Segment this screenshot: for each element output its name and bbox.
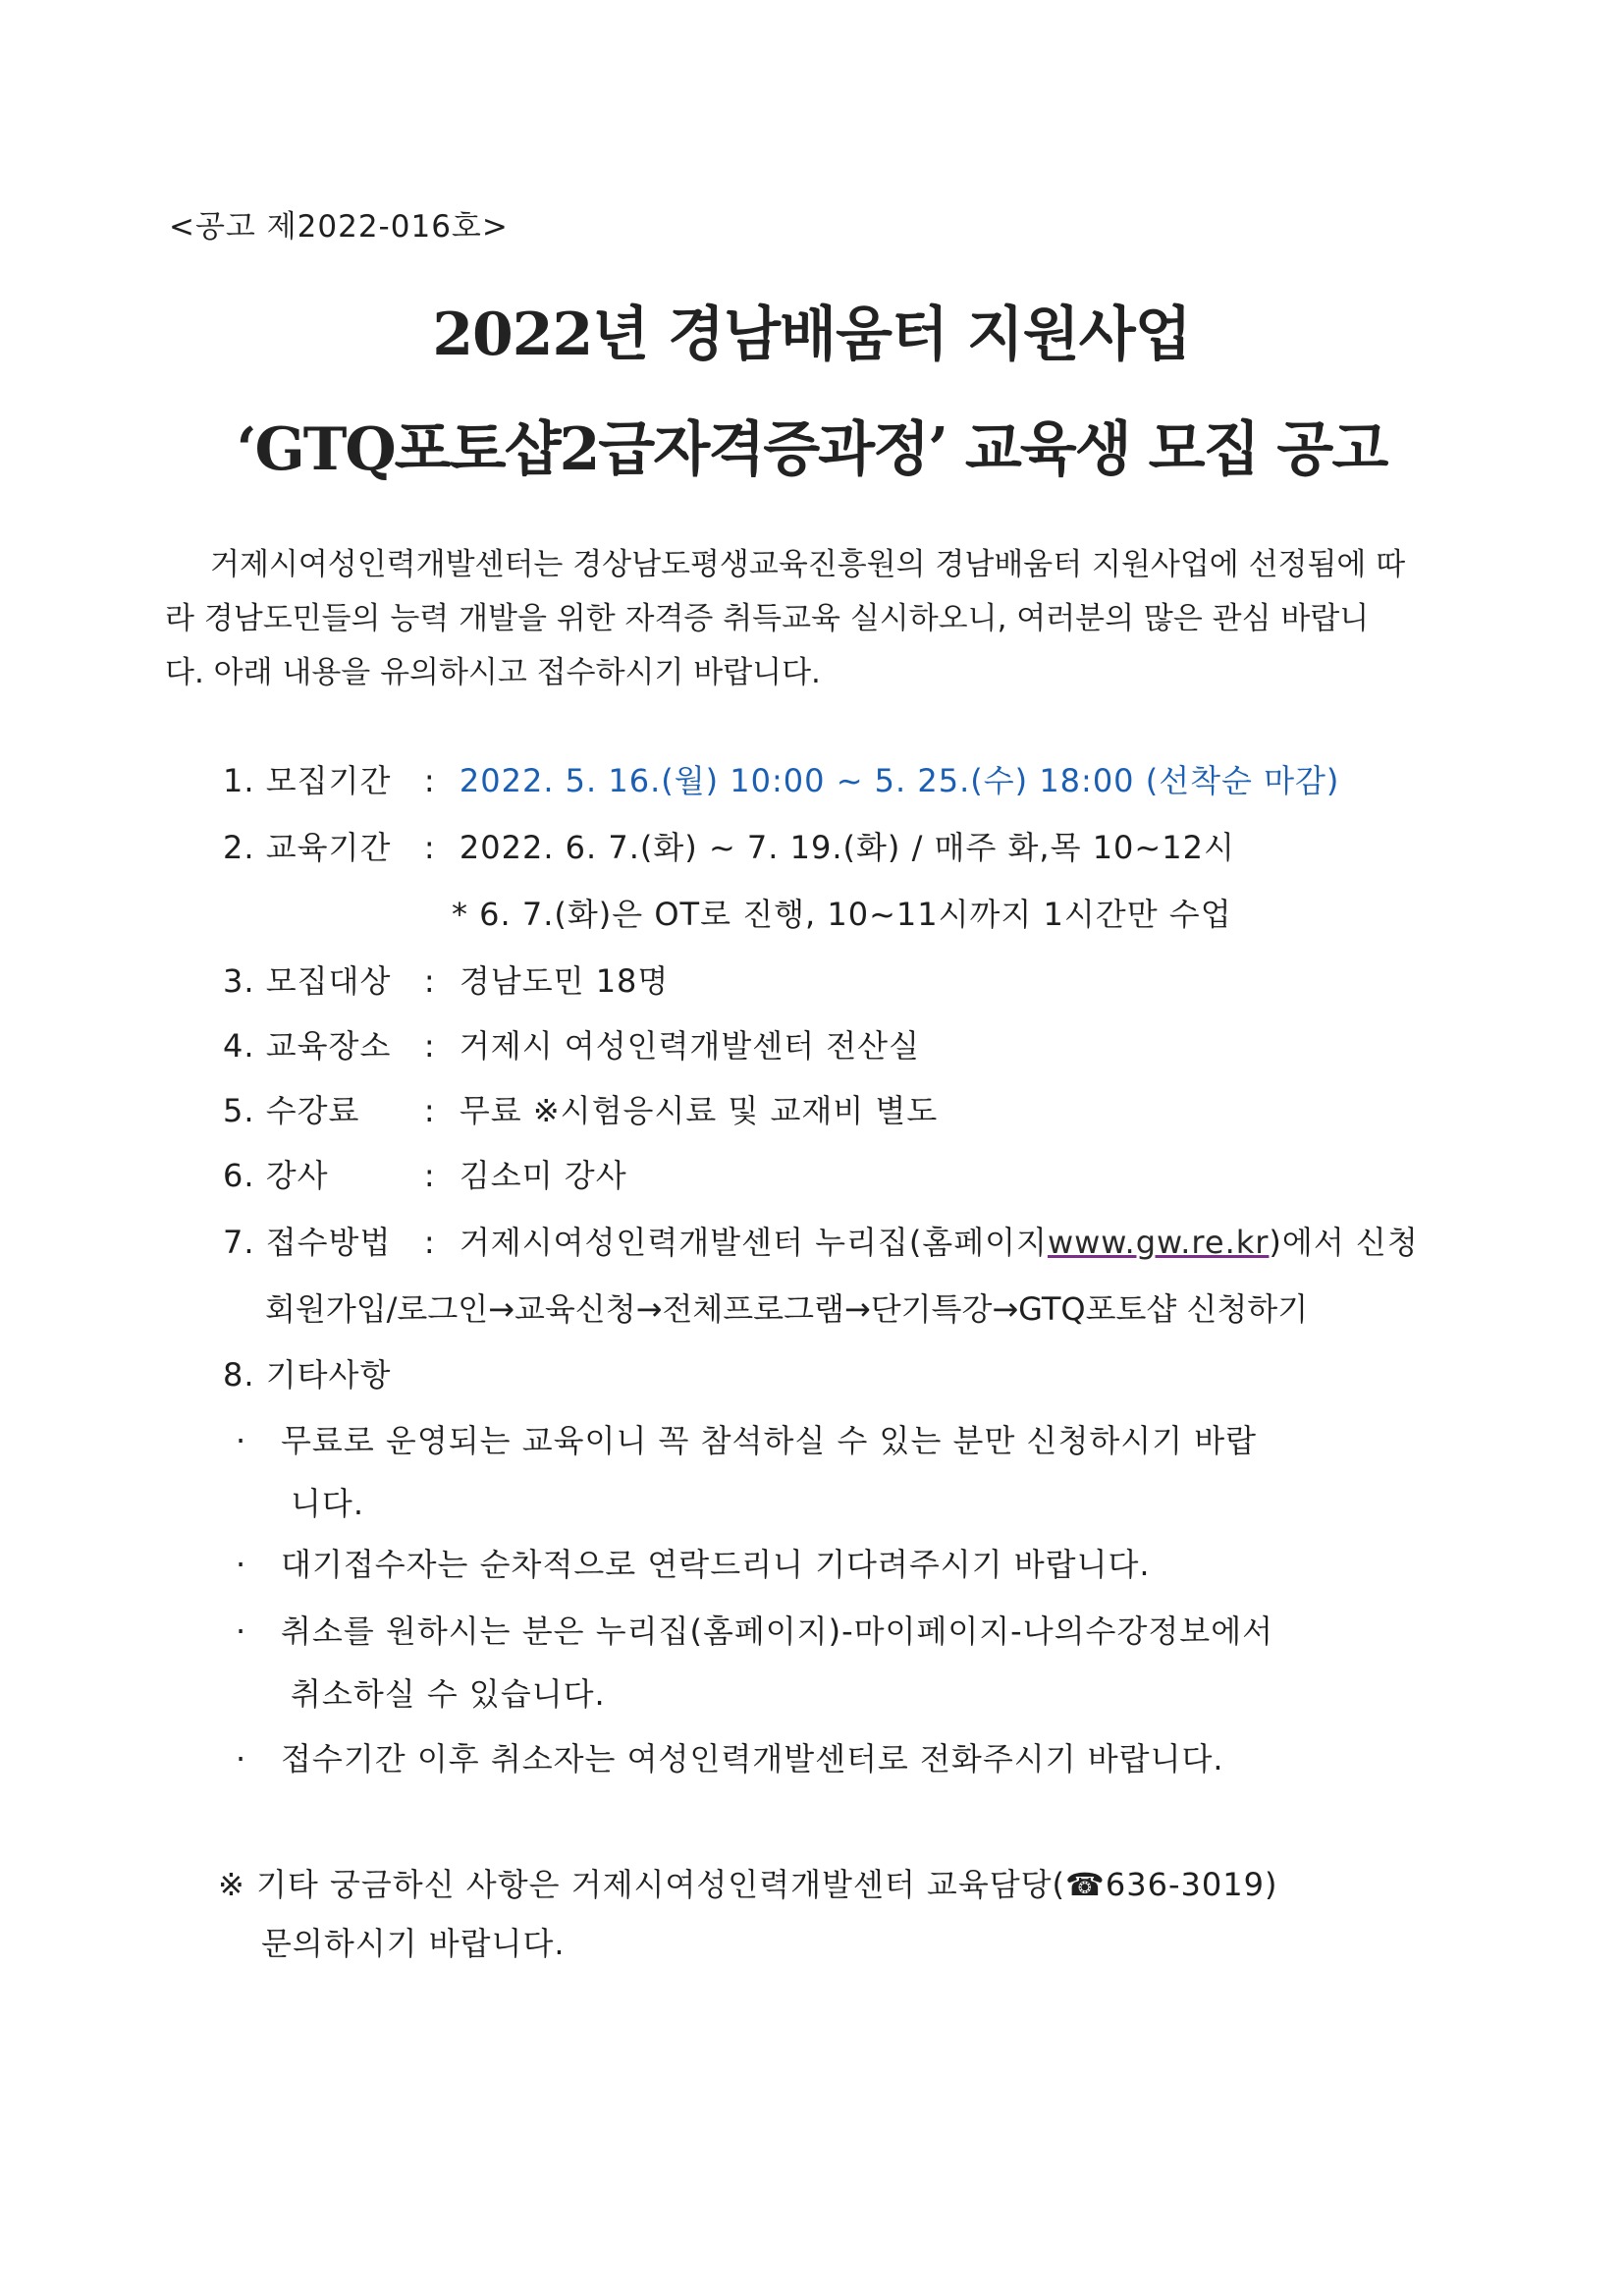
intro-line-1: 거제시여성인력개발센터는 경상남도평생교육진흥원의 경남배움터 지원사업에 선정됨에 따 xyxy=(210,547,1406,582)
bullet-continuation: 취소하실 수 있습니다. xyxy=(291,1675,606,1713)
bullet-mark: · xyxy=(236,1422,247,1459)
notice-number: <공고 제2022-016호> xyxy=(169,209,509,245)
item-value: 2022. 5. 16.(월) 10:00 ~ 5. 25.(수) 18:00 (선착순 마감) xyxy=(459,762,1340,799)
item-value: 김소미 강사 xyxy=(459,1157,627,1194)
item-instructor xyxy=(223,1151,627,1196)
item-education-period-note: * 6. 7.(화)은 OT로 진행, 10~11시까지 1시간만 수업 xyxy=(452,896,1232,933)
item-application-steps: 회원가입/로그인→교육신청→전체프로그램→단기특강→GTQ포토샵 신청하기 xyxy=(265,1290,1309,1328)
item-value: 거제시여성인력개발센터 누리집(홈페이지 xyxy=(459,1224,1048,1261)
item-label: 교육장소 xyxy=(265,1027,392,1065)
colon: : xyxy=(423,962,436,1000)
item-number: 3. xyxy=(223,962,255,1000)
colon: : xyxy=(423,1157,436,1194)
item-fee xyxy=(223,1086,938,1131)
bullet-item xyxy=(236,1734,1224,1779)
bullet-text: 취소를 원하시는 분은 누리집(홈페이지)-마이페이지-나의수강정보에서 xyxy=(281,1613,1274,1650)
bullet-item xyxy=(236,1540,1151,1585)
intro-paragraph xyxy=(165,538,1481,700)
bullet-mark: · xyxy=(236,1546,247,1583)
bullet-item xyxy=(236,1416,1257,1461)
bullet-continuation: 니다. xyxy=(291,1485,364,1522)
item-number: 8. xyxy=(223,1356,255,1394)
colon: : xyxy=(423,1092,436,1129)
item-label: 교육기간 xyxy=(265,829,392,866)
item-number: 4. xyxy=(223,1027,255,1065)
item-number: 6. xyxy=(223,1157,255,1194)
item-number: 7. xyxy=(223,1224,255,1261)
item-number: 1. xyxy=(223,762,255,799)
bullet-mark: · xyxy=(236,1613,247,1650)
item-value-suffix: )에서 신청 xyxy=(1269,1224,1419,1261)
item-label: 접수방법 xyxy=(265,1224,392,1261)
item-value: 거제시 여성인력개발센터 전산실 xyxy=(459,1027,920,1065)
bullet-item xyxy=(236,1607,1273,1652)
colon: : xyxy=(423,1224,436,1261)
colon: : xyxy=(423,1027,436,1065)
item-target xyxy=(223,957,669,1002)
item-education-period xyxy=(223,823,1235,868)
colon: : xyxy=(423,829,436,866)
item-number: 2. xyxy=(223,829,255,866)
bullet-text: 접수기간 이후 취소자는 여성인력개발센터로 전화주시기 바랍니다. xyxy=(281,1740,1224,1777)
item-other xyxy=(223,1350,391,1395)
colon: : xyxy=(423,762,436,799)
item-label: 기타사항 xyxy=(265,1356,392,1394)
contact-note: ※ 기타 궁금하신 사항은 거제시여성인력개발센터 교육담당(☎636-3019) xyxy=(218,1866,1278,1903)
title-line-1: 2022년 경남배움터 지원사업 xyxy=(432,301,1191,369)
item-application-method xyxy=(223,1218,1419,1263)
item-label: 강사 xyxy=(265,1157,329,1194)
item-location xyxy=(223,1021,920,1066)
item-label: 수강료 xyxy=(265,1092,360,1129)
item-value: 경남도민 18명 xyxy=(459,962,670,1000)
homepage-link[interactable]: www.gw.re.kr xyxy=(1047,1224,1270,1261)
item-value: 무료 ※시험응시료 및 교재비 별도 xyxy=(459,1092,939,1129)
item-label: 모집기간 xyxy=(265,762,392,799)
contact-note-continuation: 문의하시기 바랍니다. xyxy=(261,1925,566,1962)
title-line-2: ‘GTQ포토샵2급자격증과정’ 교육생 모집 공고 xyxy=(236,415,1387,484)
bullet-text: 대기접수자는 순차적으로 연락드리니 기다려주시기 바랍니다. xyxy=(281,1546,1151,1583)
item-value: 2022. 6. 7.(화) ~ 7. 19.(화) / 매주 화,목 10~12시 xyxy=(459,829,1235,866)
bullet-mark: · xyxy=(236,1740,247,1777)
bullet-text: 무료로 운영되는 교육이니 꼭 참석하실 수 있는 분만 신청하시기 바랍 xyxy=(281,1422,1258,1459)
item-recruit-period xyxy=(223,756,1339,801)
item-number: 5. xyxy=(223,1092,255,1129)
item-label: 모집대상 xyxy=(265,962,392,1000)
intro-line-2: 라 경남도민들의 능력 개발을 위한 자격증 취득교육 실시하오니, 여러분의 많은 관심 바랍니 xyxy=(165,601,1370,636)
intro-line-3: 다. 아래 내용을 유의하시고 접수하시기 바랍니다. xyxy=(165,655,821,690)
